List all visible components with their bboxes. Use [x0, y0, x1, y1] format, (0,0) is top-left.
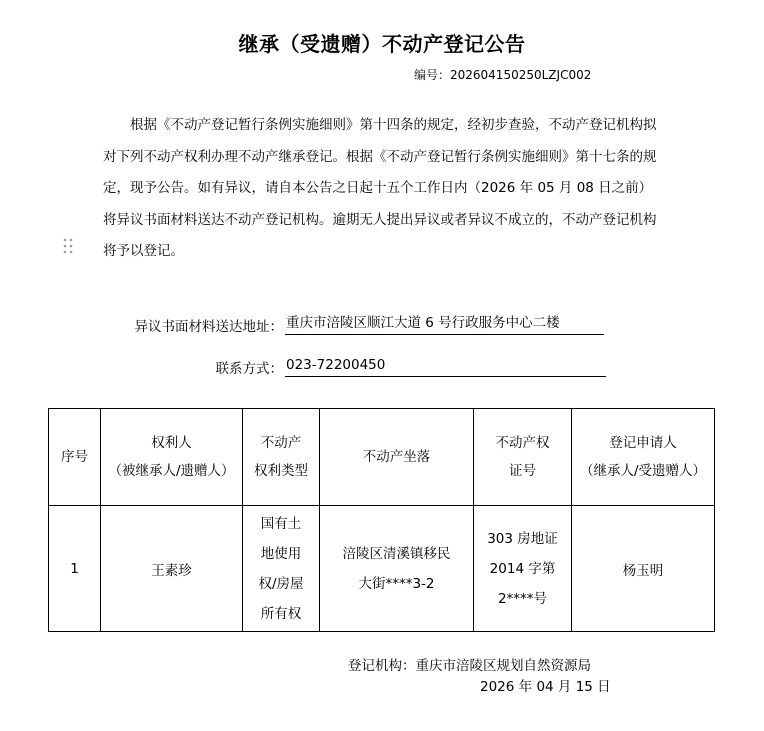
cell-cert-number: 303 房地证 2014 字第 2****号: [474, 506, 572, 632]
header-applicant: 登记申请人 （继承人/受遗赠人）: [572, 409, 715, 506]
announcement-body: [103, 110, 663, 268]
objection-address-row: [0, 315, 283, 335]
header-location: 不动产坐落: [320, 409, 474, 506]
cell-applicant: 杨玉明: [572, 506, 715, 632]
cell-location: 涪陵区清溪镇移民 大街****3-2: [320, 506, 474, 632]
objection-address-label: 异议书面材料送达地址：: [134, 319, 283, 335]
header-right-type: 不动产 权利类型: [243, 409, 320, 506]
announcement-date: 2026 年 04 月 15 日: [480, 679, 611, 695]
contact-row: [0, 357, 283, 377]
table-header-row: [49, 409, 715, 506]
body-paragraph: 根据《不动产登记暂行条例实施细则》第十四条的规定，经初步查验，不动产登记机构拟对下列不动产权利办理不动产继承登记。根据《不动产登记暂行条例实施细则》第十七条的规定，现予公告。如有异议，请自本公告之日起十五个工作日内（2026 年 05 月 08 日之前）将异议书面材料送达不动产登记机构。逾期无人提出异议或者异议不成立的，不动产登记机构将予以登记。: [103, 117, 657, 259]
header-index: 序号: [49, 409, 101, 506]
contact-label: 联系方式：: [215, 361, 283, 377]
document-number: 编号：202604150250LZJC002: [414, 68, 592, 82]
cell-holder: 王素珍: [101, 506, 243, 632]
registration-table: [48, 408, 715, 632]
table-row: [49, 506, 715, 632]
header-holder: 权利人 （被继承人/遗赠人）: [101, 409, 243, 506]
header-cert-number: 不动产权 证号: [474, 409, 572, 506]
objection-address-value: 重庆市涪陵区顺江大道 6 号行政服务中心二楼: [285, 315, 604, 335]
cell-right-type: 国有土 地使用 权/房屋 所有权: [243, 506, 320, 632]
cell-index: 1: [49, 506, 101, 632]
drag-handle-icon[interactable]: [63, 238, 73, 254]
registration-authority: 登记机构：重庆市涪陵区规划自然资源局: [348, 658, 591, 674]
announcement-title: 继承（受遗赠）不动产登记公告: [238, 32, 526, 56]
contact-value: 023-72200450: [285, 357, 606, 377]
